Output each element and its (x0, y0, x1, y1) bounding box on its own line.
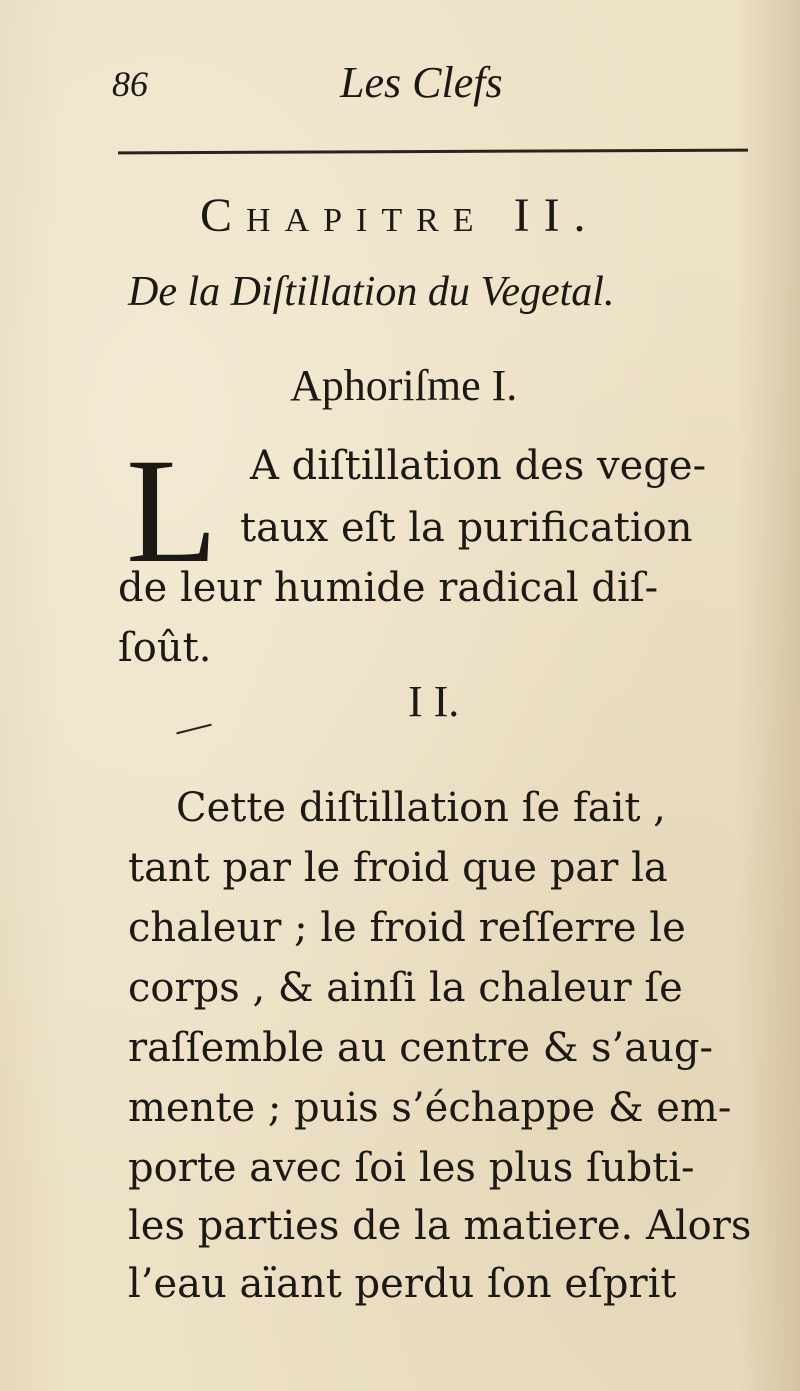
text-line: porte avec ſoi les plus ſubti- (128, 1145, 695, 1191)
chapter-title (200, 188, 600, 243)
text-line: chaleur ; le froid reſſerre le (128, 905, 686, 951)
drop-cap: L (126, 428, 218, 594)
aphorism-heading: Aphoriſme I. (290, 361, 518, 410)
chapter-title-initial: C (200, 189, 247, 242)
text-line: l’eau aïant perdu ſon eſprit (128, 1261, 677, 1307)
text-line: A diſtillation des vege- (250, 443, 707, 489)
text-line: raſſemble au centre & s’aug- (128, 1025, 713, 1071)
text-line: corps , & ainſi la chaleur ſe (128, 965, 683, 1011)
text-line: tant par le froid que par la (128, 845, 668, 891)
text-line: mente ; puis s’échappe & em- (128, 1085, 732, 1131)
chapter-title-word: HAPITRE (246, 202, 488, 239)
running-head (0, 55, 800, 115)
chapter-number: II. (513, 189, 600, 242)
text-line: les parties de la matiere. Alors (128, 1203, 752, 1249)
text-line: de leur humide radical diſ- (118, 565, 659, 611)
flourish-ornament (176, 724, 211, 735)
text-line: ſoût. (118, 625, 212, 671)
page-number: 86 (112, 64, 148, 104)
header-rule (118, 149, 748, 155)
text-line: taux eſt la purification (240, 505, 693, 551)
text-line: Cette diſtillation ſe fait , (176, 785, 666, 831)
section-title: De la Diſtillation du Vegetal. (128, 269, 615, 315)
running-title: Les Clefs (340, 58, 503, 107)
aphorism-number: I I. (408, 677, 460, 726)
